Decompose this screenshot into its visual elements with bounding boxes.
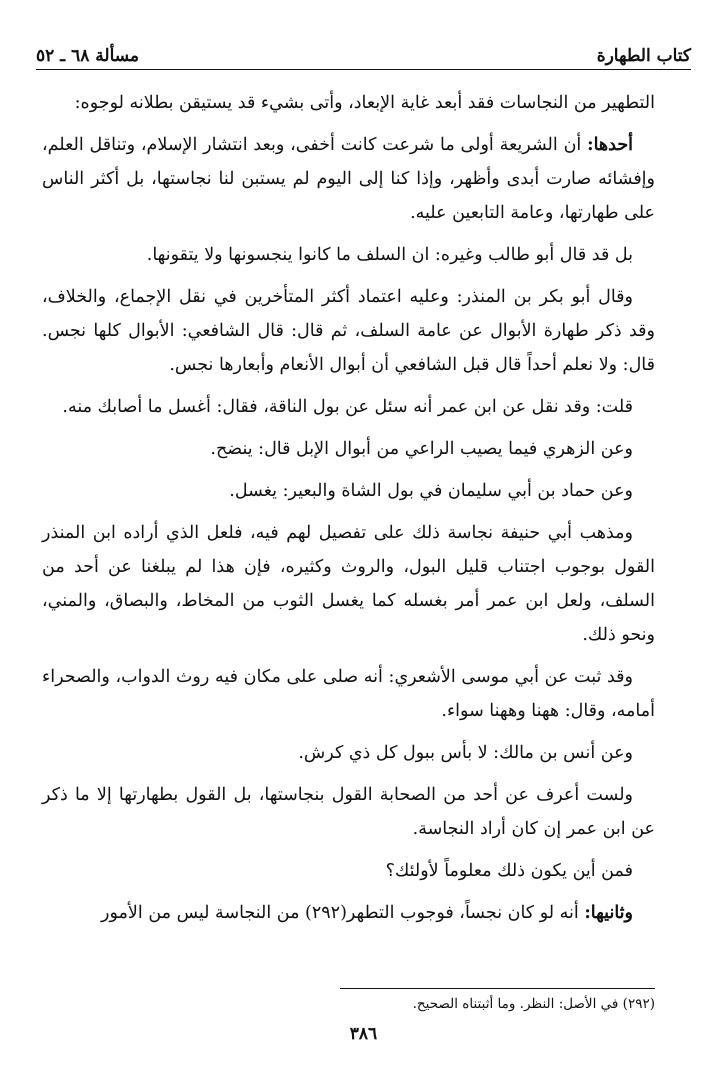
page-number: ٣٨٦ — [349, 1024, 378, 1044]
page-header — [36, 36, 691, 66]
paragraph: وعن أنس بن مالك: لا بأس ببول كل ذي كرش. — [298, 743, 633, 763]
header-rule — [36, 69, 691, 70]
paragraph: وعن الزهري فيما يصيب الراعي من أبوال الإبل قال: ينضح. — [210, 439, 633, 459]
book-title: كتاب الطهارة — [596, 46, 691, 66]
footnote: (٢٩٢) في الأصل: النظر. وما أثبتناه الصحيح. — [412, 996, 655, 1012]
footnote-rule — [340, 988, 655, 989]
paragraph: بل قد قال أبو طالب وغيره: ان السلف ما كانوا ينجسونها ولا يتقونها. — [146, 245, 633, 265]
paragraph: التطهير من النجاسات فقد أبعد غاية الإبعاد، وأتى بشيء قد يستيقن بطلانه لوجوه: — [74, 93, 655, 113]
paragraph: أحدها: أن الشريعة أولى ما شرعت كانت أخفى، وبعد انتشار الإسلام، وتناقل العلم، وإفشائه صارت أبدى وأظهر، وإذا كنا إلى اليوم لم يستبن لنا نجاستها، بل أكثر الناس على طهارتها، وعامة التابعين عليه. — [42, 135, 655, 223]
body-text — [42, 86, 655, 938]
paragraph: وثانيها: أنه لو كان نجساً، فوجوب التطهر(٢٩٢) من النجاسة ليس من الأمور — [101, 903, 633, 923]
paragraph: ولست أعرف عن أحد من الصحابة القول بنجاستها، بل القول بطهارتها إلا ما ذكر عن ابن عمر إن كان أراد النجاسة. — [42, 785, 655, 839]
paragraph: وقد ثبت عن أبي موسى الأشعري: أنه صلى على مكان فيه روث الدواب، والصحراء أمامه، وقال: ههنا وههنا سواء. — [42, 667, 655, 721]
paragraph: فمن أين يكون ذلك معلوماً لأولئك؟ — [385, 861, 633, 881]
paragraph: وقال أبو بكر بن المنذر: وعليه اعتماد أكثر المتأخرين في نقل الإجماع، والخلاف، وقد ذكر طهارة الأبوال عن عامة السلف، ثم قال: قال الشافعي: الأبوال كلها نجس. قال: ولا نعلم أحداً قال قبل الشافعي أن أبوال الأنعام وأبعارها نجس. — [42, 287, 655, 375]
paragraph: ومذهب أبي حنيفة نجاسة ذلك على تفصيل لهم فيه، فلعل الذي أراده ابن المنذر القول بوجوب اجتناب قليل البول، والروث وكثيره، فإن هذا لم يبلغنا عن أحد من السلف، ولعل ابن عمر أمر بغسله كما يغسل الثوب من المخاط، والبصاق، والمني، ونحو ذلك. — [42, 523, 655, 645]
paragraph: قلت: وقد نقل عن ابن عمر أنه سئل عن بول الناقة، فقال: أغسل ما أصابك منه. — [62, 397, 633, 417]
issue-label: مسألة ٦٨ ـ ٥٢ — [36, 46, 140, 66]
paragraph: وعن حماد بن أبي سليمان في بول الشاة والبعير: يغسل. — [229, 481, 633, 501]
